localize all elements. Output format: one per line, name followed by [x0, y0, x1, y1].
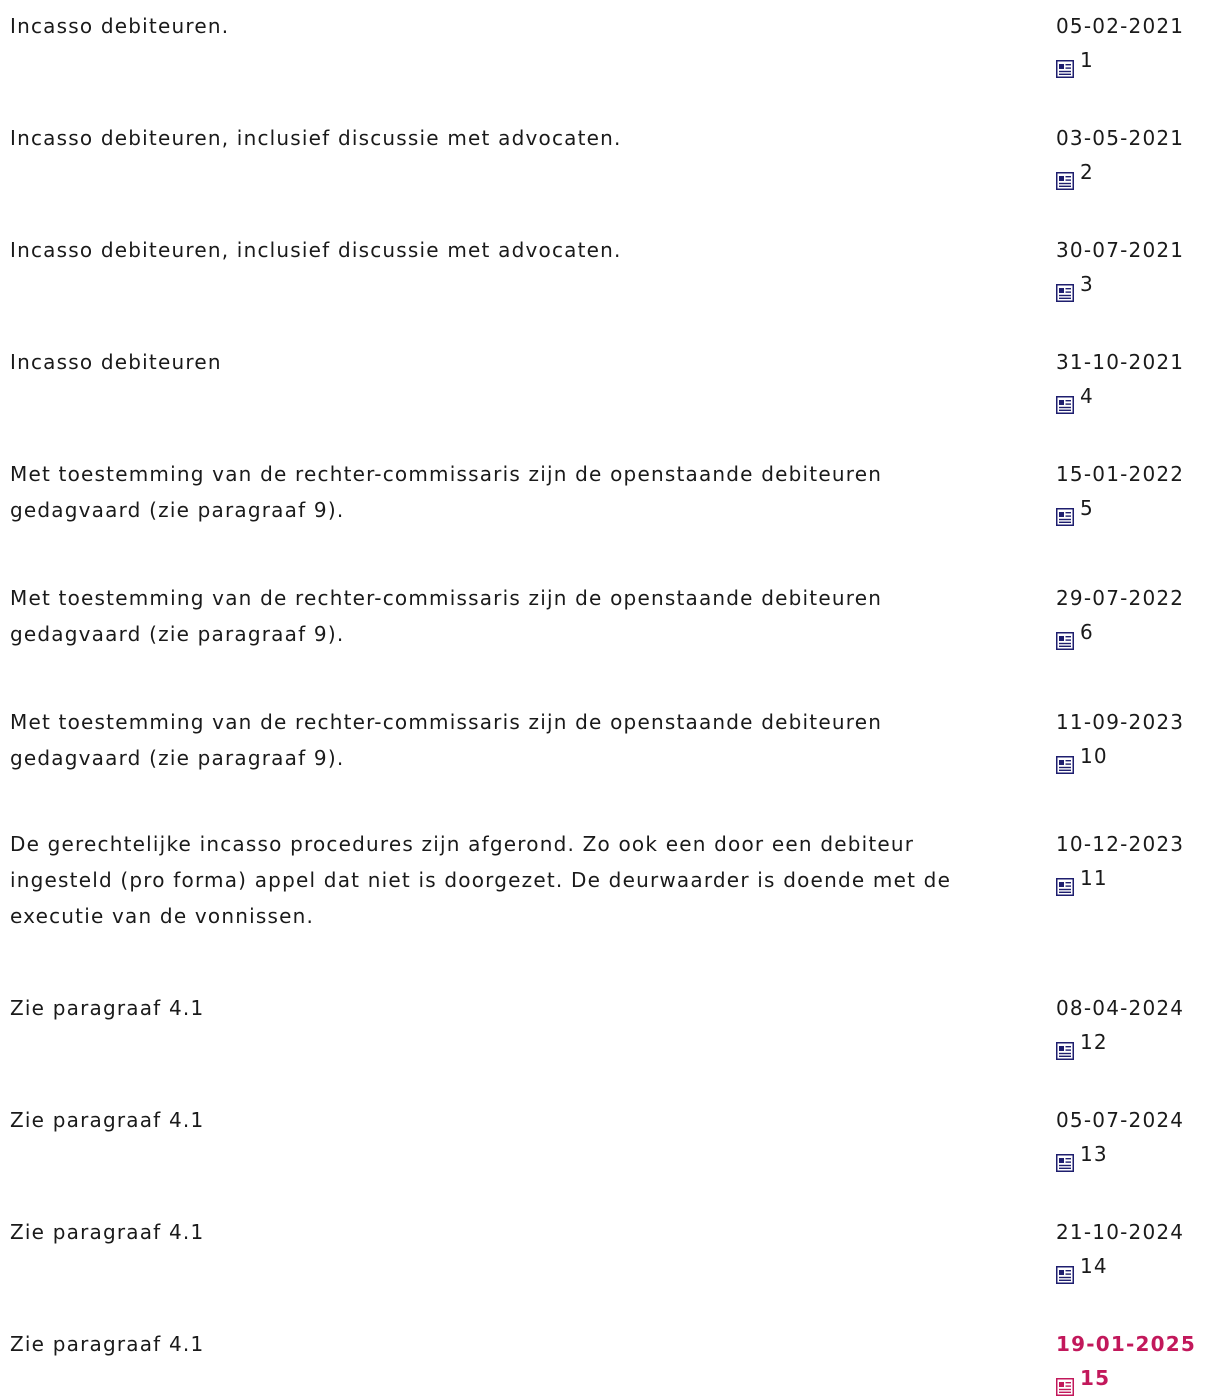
entry-meta	[1056, 1106, 1222, 1172]
document-icon	[1056, 1266, 1074, 1284]
report-number: 12	[1080, 1030, 1108, 1054]
entry-meta	[1056, 460, 1222, 526]
report-link[interactable]	[1056, 1254, 1222, 1284]
entry-date: 05-07-2024	[1056, 1108, 1185, 1132]
entry-meta	[1056, 1330, 1222, 1396]
entry-meta	[1056, 1218, 1222, 1284]
document-icon	[1056, 878, 1074, 896]
document-icon	[1056, 1042, 1074, 1060]
report-link[interactable]	[1056, 1030, 1222, 1060]
entry-date: 31-10-2021	[1056, 350, 1185, 374]
document-icon	[1056, 60, 1074, 78]
entry-text: Incasso debiteuren.	[10, 14, 230, 38]
entry-text: Incasso debiteuren, inclusief discussie met advocaten.	[10, 238, 622, 262]
report-number: 3	[1080, 272, 1094, 296]
entry-meta	[1056, 830, 1222, 896]
entry-date: 11-09-2023	[1056, 710, 1185, 734]
report-number: 6	[1080, 620, 1094, 644]
entry-date: 19-01-2025	[1056, 1332, 1196, 1356]
report-number: 4	[1080, 384, 1094, 408]
report-number: 1	[1080, 48, 1094, 72]
entry-meta	[1056, 348, 1222, 414]
entry-date: 30-07-2021	[1056, 238, 1185, 262]
report-number: 14	[1080, 1254, 1108, 1278]
report-number: 5	[1080, 496, 1094, 520]
document-icon	[1056, 1378, 1074, 1396]
report-link[interactable]	[1056, 496, 1222, 526]
entry-text: Incasso debiteuren, inclusief discussie met advocaten.	[10, 126, 622, 150]
report-number: 13	[1080, 1142, 1108, 1166]
entry-date: 21-10-2024	[1056, 1220, 1185, 1244]
entry-date: 03-05-2021	[1056, 126, 1185, 150]
document-icon	[1056, 756, 1074, 774]
entry-text: Zie paragraaf 4.1	[10, 1332, 205, 1356]
report-link[interactable]	[1056, 384, 1222, 414]
entry-text: Incasso debiteuren	[10, 350, 222, 374]
entry-date: 10-12-2023	[1056, 832, 1185, 856]
entry-date: 05-02-2021	[1056, 14, 1185, 38]
document-icon	[1056, 632, 1074, 650]
entry-text: Met toestemming van de rechter-commissaris zijn de openstaande debiteuren gedagvaard (zie paragraaf 9).	[10, 710, 883, 770]
report-number: 10	[1080, 744, 1108, 768]
entry-text: Met toestemming van de rechter-commissaris zijn de openstaande debiteuren gedagvaard (zie paragraaf 9).	[10, 586, 883, 646]
report-link[interactable]	[1056, 272, 1222, 302]
entry-meta	[1056, 708, 1222, 774]
report-link[interactable]	[1056, 48, 1222, 78]
report-link[interactable]	[1056, 1366, 1222, 1396]
entry-meta	[1056, 124, 1222, 190]
entry-meta	[1056, 236, 1222, 302]
entry-date: 29-07-2022	[1056, 586, 1185, 610]
report-number: 2	[1080, 160, 1094, 184]
report-link[interactable]	[1056, 1142, 1222, 1172]
document-icon	[1056, 396, 1074, 414]
entry-meta	[1056, 994, 1222, 1060]
entry-meta	[1056, 584, 1222, 650]
entry-date: 15-01-2022	[1056, 462, 1185, 486]
document-icon	[1056, 508, 1074, 526]
entry-text: Zie paragraaf 4.1	[10, 996, 205, 1020]
entry-date: 08-04-2024	[1056, 996, 1185, 1020]
entry-text: Zie paragraaf 4.1	[10, 1108, 205, 1132]
report-link[interactable]	[1056, 160, 1222, 190]
document-icon	[1056, 284, 1074, 302]
report-number: 11	[1080, 866, 1108, 890]
entry-text: Met toestemming van de rechter-commissaris zijn de openstaande debiteuren gedagvaard (zie paragraaf 9).	[10, 462, 883, 522]
document-icon	[1056, 1154, 1074, 1172]
report-link[interactable]	[1056, 866, 1222, 896]
report-number: 15	[1080, 1366, 1111, 1390]
entry-text: Zie paragraaf 4.1	[10, 1220, 205, 1244]
entry-meta	[1056, 12, 1222, 78]
report-link[interactable]	[1056, 744, 1222, 774]
report-link[interactable]	[1056, 620, 1222, 650]
entry-text: De gerechtelijke incasso procedures zijn afgerond. Zo ook een door een debiteur ingesteld (pro forma) appel dat niet is doorgezet. De deurwaarder is doende met de executie van de vonnissen.	[10, 832, 952, 928]
document-icon	[1056, 172, 1074, 190]
